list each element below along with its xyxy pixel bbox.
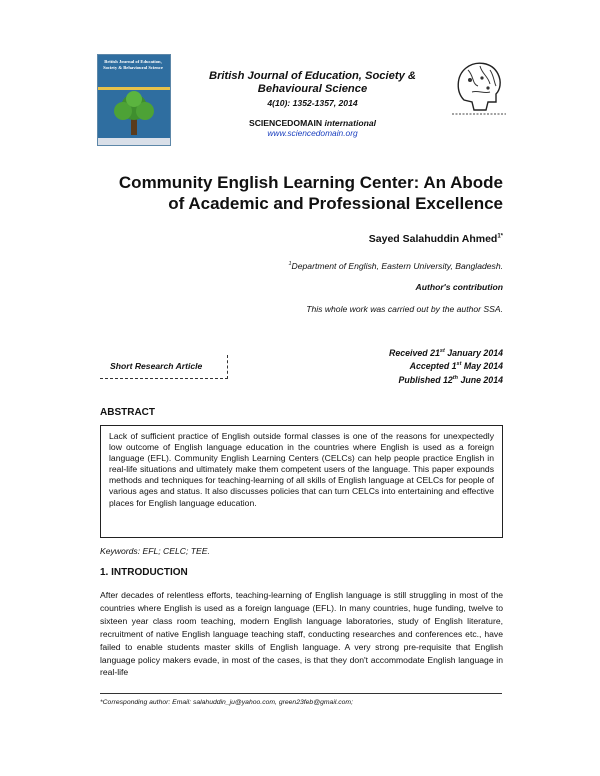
publisher-name: SCIENCEDOMAIN international <box>248 118 377 128</box>
contribution-heading: Author's contribution <box>415 282 503 292</box>
keywords: Keywords: EFL; CELC; TEE. <box>100 546 210 556</box>
corresponding-author-footnote: *Corresponding author: Email: salahuddin_ju@yahoo.com, green23feb@gmail.com; <box>100 699 353 706</box>
paper-title: Community English Learning Center: An Abode of Academic and Professional Excellence <box>118 173 503 213</box>
introduction-heading: 1. INTRODUCTION <box>100 567 188 578</box>
abstract-text: Lack of sufficient practice of English outside formal classes is one of the reasons for unexpectedly low outcome of English language education in the countries where English is used as a foreign language (EFL). Community English Learning Centers (CELCs) can help people practice English in real-life situations and ultimately make them competent users of the language. This paper expounds methods and techniques for teaching-learning of all skills of English language at CELCs for people of various ages and status. It also discusses policies that can turn CELCs into entertaining and effective places for English language education. <box>100 425 503 538</box>
accepted-date: Accepted 1st May 2014 <box>409 361 503 372</box>
article-type-label: Short Research Article <box>100 355 228 379</box>
journal-cover-image <box>97 54 171 146</box>
journal-name: British Journal of Education, Society & Behavioural Science <box>209 70 416 95</box>
author-name: Sayed Salahuddin Ahmed$^{1*}$ <box>368 233 503 245</box>
publisher-logo-icon <box>450 56 508 118</box>
journal-volume: 4(10): 1352-1357, 2014 <box>267 98 358 108</box>
received-date: Received 21st January 2014 <box>389 347 503 358</box>
publisher-url[interactable]: www.sciencedomain.org <box>267 128 358 138</box>
footnote-divider <box>100 693 502 694</box>
contribution-text: This whole work was carried out by the author SSA. <box>306 304 503 314</box>
published-date: Published 12th June 2014 <box>398 374 503 385</box>
abstract-heading: ABSTRACT <box>100 407 155 418</box>
cover-title: British Journal of Education, Society & Behavioural Science <box>103 59 163 70</box>
tree-icon <box>106 91 162 137</box>
author-affiliation: $^1$Department of English, Eastern University, Bangladesh. <box>288 261 503 271</box>
introduction-text: After decades of relentless efforts, teaching-learning of English language is still struggling in most of the countries where English is used as a foreign language (EFL). In many countries, huge funding, twelve to sixteen year class room teaching, modern English language laboratories, study of English literature, recruitment of native English language teaching staff, conducting researches and conferences etc., have failed to enable students master skills of English language. A very strong pre-requisite that English language policy makers evade, in most of the cases, is that they don't accommodate English language in real-life <box>100 590 503 678</box>
article-dates <box>389 346 503 386</box>
